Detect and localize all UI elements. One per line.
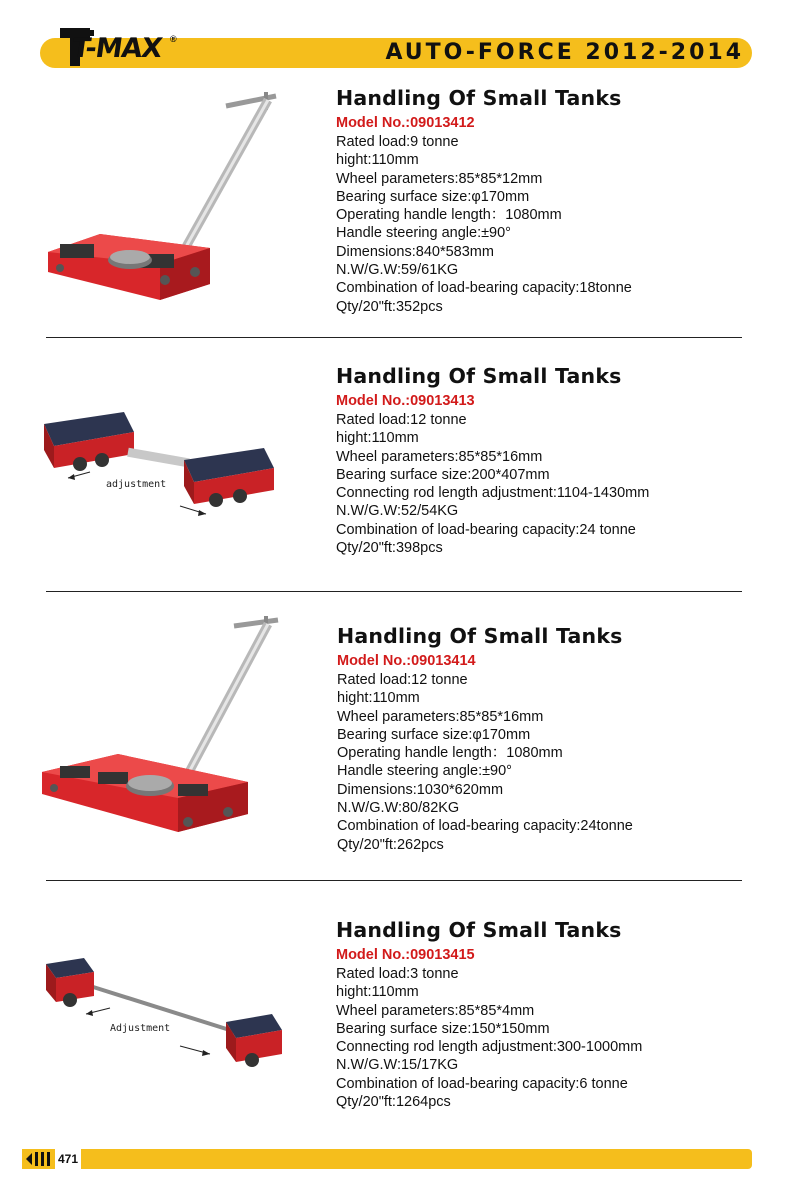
product-title: Handling Of Small Tanks (336, 364, 622, 388)
registered-mark: ® (170, 34, 177, 44)
spec-list (336, 965, 642, 1111)
spec-list (336, 133, 632, 316)
page-header (0, 0, 792, 78)
spec-item: Bearing surface size:150*150mm (336, 1020, 550, 1037)
spec-item: Wheel parameters:85*85*4mm (336, 1002, 535, 1019)
product-info-3 (337, 624, 633, 854)
spec-item: Combination of load-bearing capacity:6 tonne (336, 1075, 628, 1092)
adjustment-label: adjustment (106, 479, 167, 490)
tank-handler-image-1 (40, 88, 290, 308)
product-section-1 (0, 80, 792, 340)
spec-item: Connecting rod length adjustment:300-1000mm (336, 1039, 643, 1056)
logo-text: T-MAX (69, 33, 164, 64)
spec-item: Rated load:12 tonne (336, 412, 467, 428)
footer-stripes-icon (26, 1151, 52, 1167)
spec-item: Bearing surface size:200*407mm (336, 466, 550, 483)
footer-yellow-bar (22, 1149, 752, 1169)
spec-item: hight:110mm (336, 152, 419, 169)
spec-item: Qty/20"ft:398pcs (336, 540, 443, 557)
section-divider (46, 337, 742, 338)
spec-item: Handle steering angle:±90° (337, 763, 512, 780)
spec-item: Qty/20"ft:1264pcs (336, 1094, 451, 1111)
model-number: Model No.:09013415 (336, 947, 475, 963)
product-section-4 (0, 908, 792, 1138)
spec-item: Rated load:9 tonne (336, 134, 459, 150)
spec-item: N.W/G.W:59/61KG (336, 262, 459, 279)
spec-item: Operating handle length：1080mm (337, 745, 563, 762)
spec-item: Wheel parameters:85*85*16mm (337, 708, 544, 725)
spec-item: Combination of load-bearing capacity:24 tonne (336, 521, 636, 538)
section-divider (46, 591, 742, 592)
spec-item: Connecting rod length adjustment:1104-1430mm (336, 485, 650, 502)
spec-item: Rated load:3 tonne (336, 966, 459, 982)
spec-item: Qty/20"ft:262pcs (337, 836, 444, 853)
page-number: 471 (55, 1149, 81, 1169)
spec-item: hight:110mm (337, 690, 420, 707)
spec-item: Qty/20"ft:352pcs (336, 298, 443, 315)
spec-item: Wheel parameters:85*85*16mm (336, 448, 543, 465)
spec-item: Handle steering angle:±90° (336, 225, 511, 242)
product-info-1 (336, 86, 632, 316)
adjustment-label: Adjustment (110, 1023, 171, 1034)
spec-item: Dimensions:840*583mm (336, 243, 494, 260)
spec-item: hight:110mm (336, 430, 419, 447)
spec-list (336, 411, 649, 557)
model-number: Model No.:09013414 (337, 653, 476, 669)
spec-item: Wheel parameters:85*85*12mm (336, 170, 543, 187)
spec-list (337, 671, 633, 854)
tank-handler-image-3 (38, 614, 288, 834)
spec-item: Combination of load-bearing capacity:24tonne (337, 818, 633, 835)
product-title: Handling Of Small Tanks (336, 918, 622, 942)
spec-item: Rated load:12 tonne (337, 672, 468, 688)
section-divider (46, 880, 742, 881)
spec-item: Dimensions:1030*620mm (337, 781, 504, 798)
spec-item: Operating handle length：1080mm (336, 207, 562, 224)
product-section-2 (0, 358, 792, 590)
tank-handler-image-4 (40, 950, 290, 1090)
product-title: Handling Of Small Tanks (337, 624, 623, 648)
brand-logo (58, 28, 177, 68)
product-section-3 (0, 612, 792, 874)
product-info-4 (336, 918, 642, 1111)
header-title: AUTO-FORCE 2012-2014 (385, 40, 744, 65)
spec-item: Combination of load-bearing capacity:18tonne (336, 280, 632, 297)
spec-item: Bearing surface size:φ170mm (336, 188, 530, 205)
product-info-2 (336, 364, 649, 557)
spec-item: hight:110mm (336, 984, 419, 1001)
spec-item: N.W/G.W:52/54KG (336, 503, 459, 520)
model-number: Model No.:09013413 (336, 393, 475, 409)
tank-handler-image-2 (40, 402, 290, 522)
product-title: Handling Of Small Tanks (336, 86, 622, 110)
spec-item: N.W/G.W:15/17KG (336, 1057, 459, 1074)
spec-item: Bearing surface size:φ170mm (337, 726, 531, 743)
spec-item: N.W/G.W:80/82KG (337, 800, 460, 817)
model-number: Model No.:09013412 (336, 115, 475, 131)
